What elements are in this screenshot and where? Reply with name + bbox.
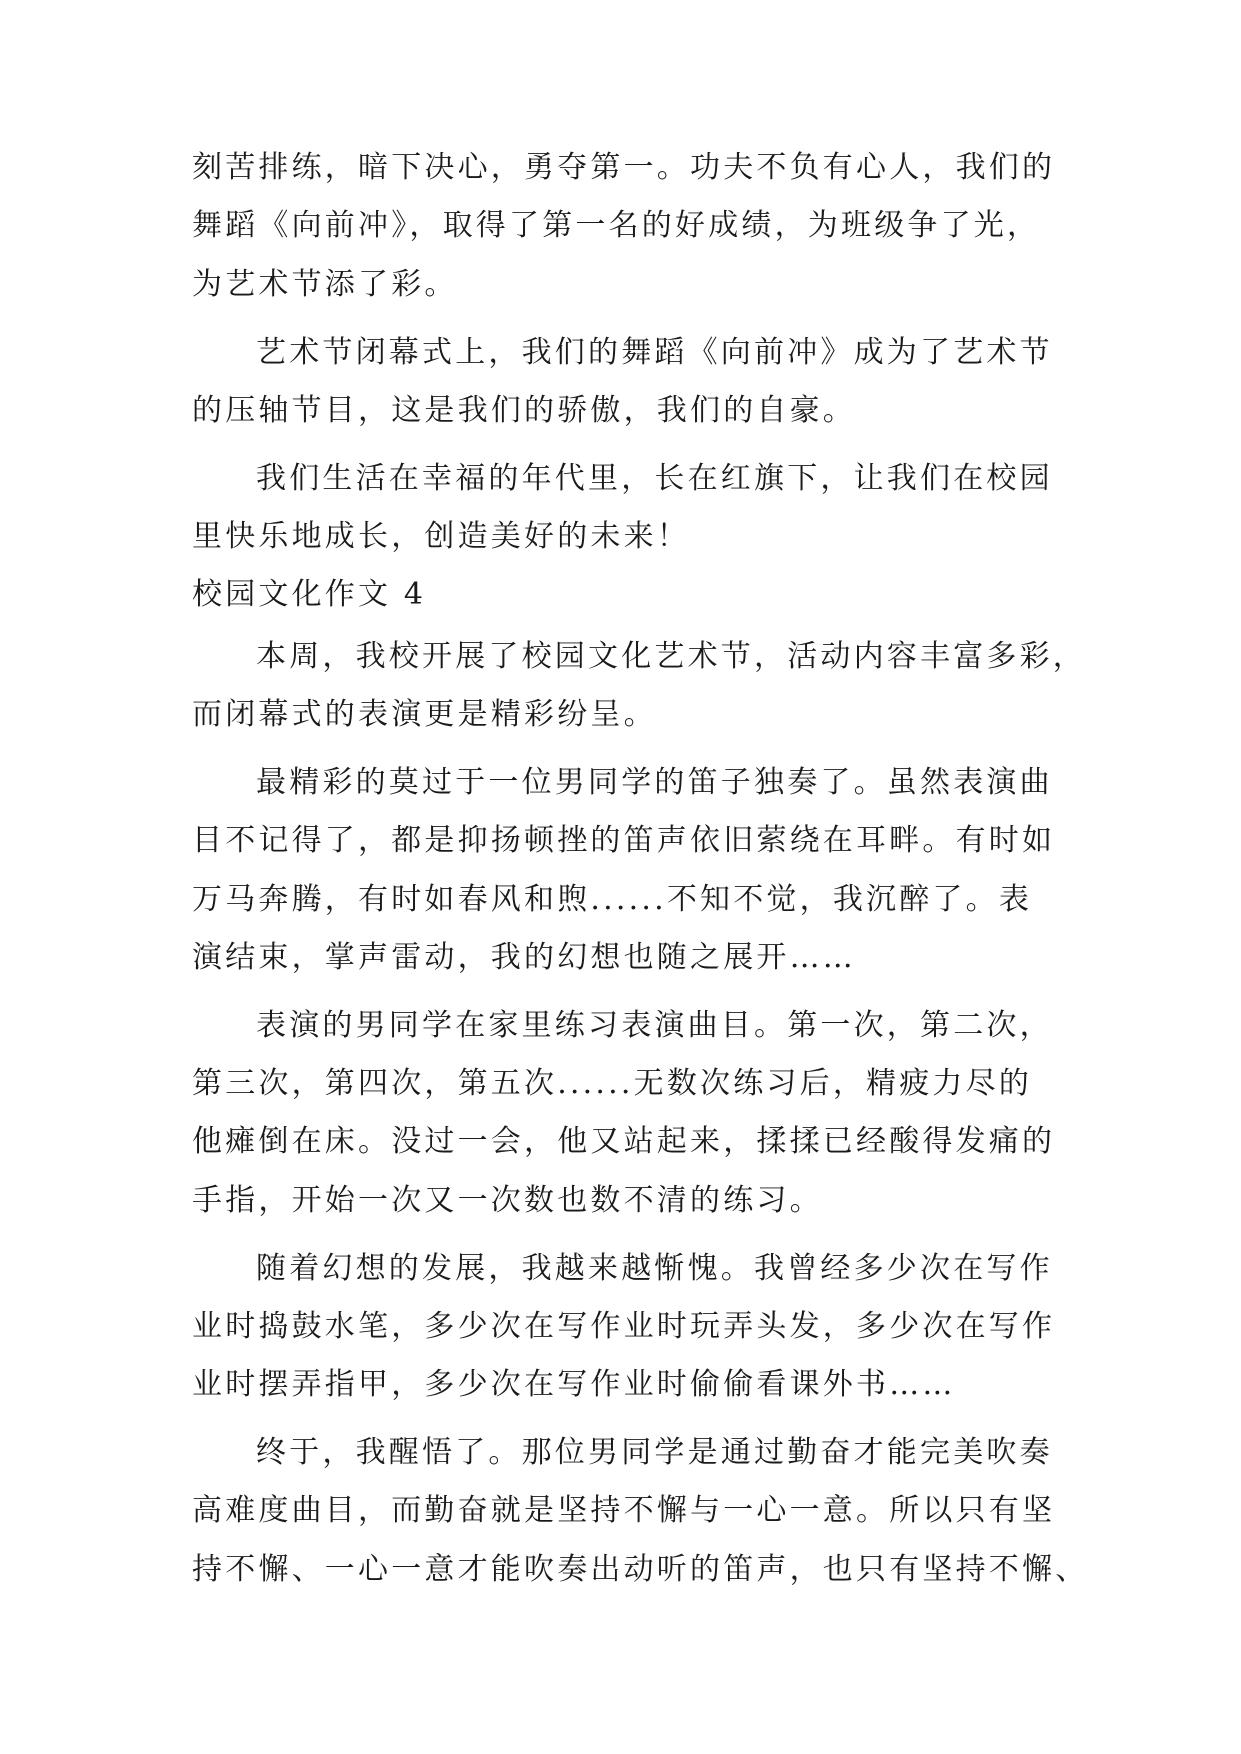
text-line: 万马奔腾，有时如春风和煦......不知不觉，我沉醉了。表: [192, 882, 1033, 917]
paragraph-first-line: 表演的男同学在家里练习表演曲目。第一次，第二次，: [256, 1008, 1053, 1043]
paragraph-first-line: 艺术节闭幕式上，我们的舞蹈《向前冲》成为了艺术节: [256, 335, 1053, 370]
paragraph-first-line: 最精彩的莫过于一位男同学的笛子独奏了。虽然表演曲: [256, 765, 1053, 800]
text-line: 为艺术节添了彩。: [192, 267, 458, 302]
text-line: 他瘫倒在床。没过一会，他又站起来，揉揉已经酸得发痛的: [192, 1124, 1056, 1159]
text-line: 业时摆弄指甲，多少次在写作业时偷偷看课外书……: [192, 1367, 956, 1402]
section-heading: 校园文化作文 4: [192, 577, 427, 612]
text-line: 第三次，第四次，第五次......无数次练习后，精疲力尽的: [192, 1066, 1033, 1101]
paragraph-first-line: 随着幻想的发展，我越来越惭愧。我曾经多少次在写作: [256, 1251, 1053, 1286]
text-line: 持不懈、一心一意才能吹奏出动听的笛声，也只有坚持不懈、: [192, 1552, 1089, 1587]
paragraph-first-line: 我们生活在幸福的年代里，长在红旗下，让我们在校园: [256, 461, 1053, 496]
paragraph-first-line: 本周，我校开展了校园文化艺术节，活动内容丰富多彩，: [256, 639, 1086, 674]
text-line: 高难度曲目，而勤奋就是坚持不懈与一心一意。所以只有坚: [192, 1493, 1056, 1528]
text-line: 刻苦排练，暗下决心，勇夺第一。功夫不负有心人，我们的: [192, 150, 1056, 185]
text-line: 业时捣鼓水笔，多少次在写作业时玩弄头发，多少次在写作: [192, 1309, 1056, 1344]
text-line: 里快乐地成长，创造美好的未来！: [192, 519, 690, 554]
text-line: 舞蹈《向前冲》，取得了第一名的好成绩，为班级争了光，: [192, 208, 1041, 243]
text-line: 演结束，掌声雷动，我的幻想也随之展开……: [192, 940, 856, 975]
text-line: 的压轴节目，这是我们的骄傲，我们的自豪。: [192, 393, 856, 428]
paragraph-first-line: 终于，我醒悟了。那位男同学是通过勤奋才能完美吹奏: [256, 1435, 1053, 1470]
text-line: 手指，开始一次又一次数也数不清的练习。: [192, 1183, 823, 1218]
text-line: 目不记得了，都是抑扬顿挫的笛声依旧萦绕在耳畔。有时如: [192, 823, 1056, 858]
text-line: 而闭幕式的表演更是精彩纷呈。: [192, 697, 657, 732]
